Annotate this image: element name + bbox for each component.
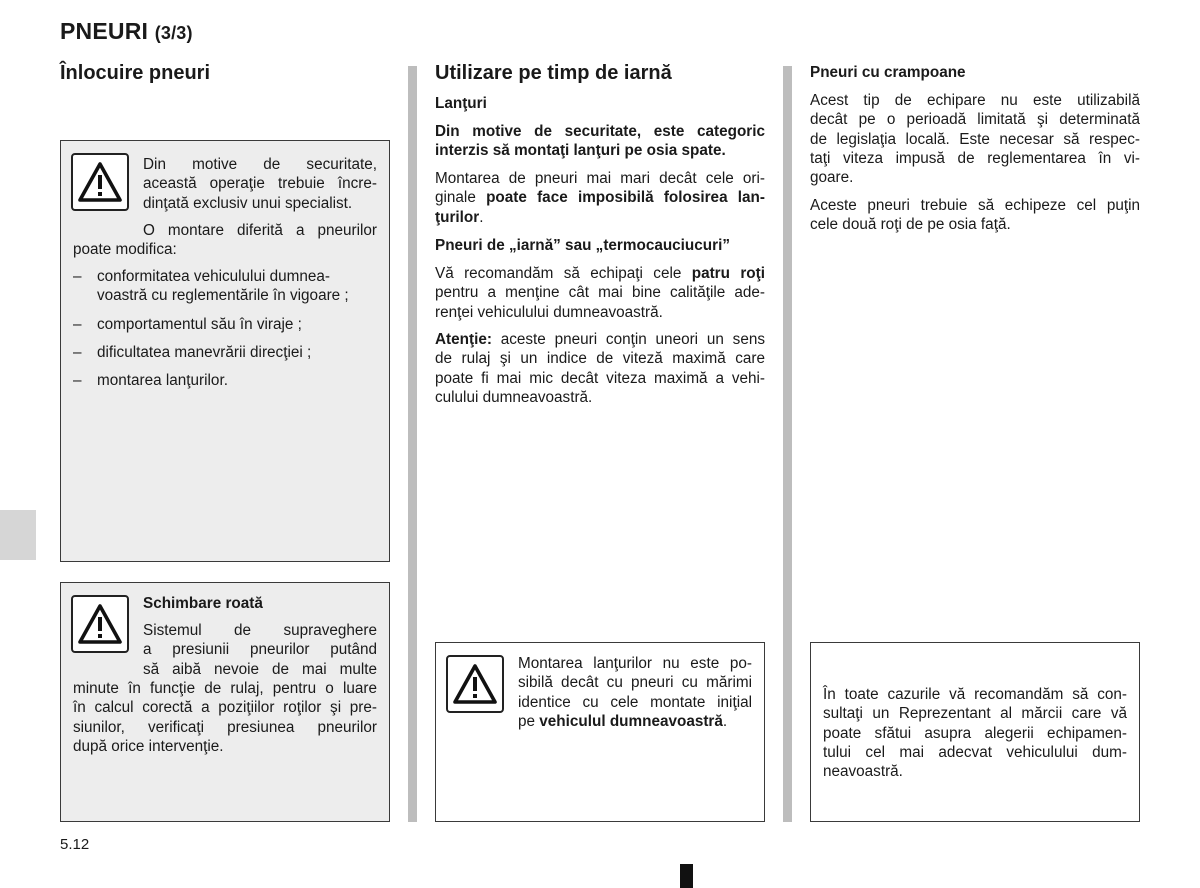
warning-text-line: a presiunii pneurilor putând xyxy=(143,641,377,659)
section-heading-winter-use: Utilizare pe timp de iarnă xyxy=(435,62,672,84)
list-item: – comportamentul său în viraje ; xyxy=(73,315,375,334)
warning-text-line: după orice intervenţie. xyxy=(73,737,224,755)
consequences-list xyxy=(73,267,375,399)
studded-tyres-paragraph: Acest tip de echipare nu este utilizabilă decât pe o perioadă limitată şi determinată de legislaţia locală. Este necesar să respec- taţi viteza impusă de reglementarea în vi- goare. xyxy=(810,92,1140,187)
list-item: – dificultatea manevrării direcţiei ; xyxy=(73,343,375,362)
warning-text-line: dinţată exclusiv unui specialist. xyxy=(143,194,353,212)
warning-text-line: în calcul corectă a poziţiilor roţilor şi pre- xyxy=(73,699,377,717)
list-item: – montarea lanţurilor. xyxy=(73,371,375,390)
subheading-winter-tyres: Pneuri de „iarnă” sau „termocauciucuri” xyxy=(435,237,730,254)
recommendation-text-line: În toate cazurile vă recomandăm să con- xyxy=(823,686,1127,703)
recommendation-text-line: neavoastră. xyxy=(823,763,903,781)
larger-tyres-paragraph: Montarea de pneuri mai mari decât cele ori- ginale poate face imposibilă folosirea lan- ţurilor. xyxy=(435,170,766,226)
warning-text-line: pe vehiculul dumneavoastră. xyxy=(518,712,728,730)
warning-box-chains xyxy=(435,642,765,822)
warning-triangle-icon xyxy=(71,595,129,653)
recommendation-text-line: sultaţi un Reprezentant al mărcii care vă xyxy=(823,705,1127,723)
warning-text-line: poate modifica: xyxy=(73,241,177,259)
crop-mark xyxy=(680,864,693,888)
recommendation-box xyxy=(810,642,1140,822)
warning-text-line: Montarea lanţurilor nu este po- xyxy=(518,655,752,672)
recommendation-text-line: tului cel mai adecvat vehiculului dum- xyxy=(823,743,1127,761)
warning-title: Schimbare roată xyxy=(143,595,263,612)
column-divider-right xyxy=(783,66,792,822)
subheading-chains: Lanţuri xyxy=(435,95,487,112)
warning-triangle-icon xyxy=(446,655,504,713)
warning-text-line: să aibă nevoie de mai multe xyxy=(143,660,377,678)
page-title: PNEURI (3/3) xyxy=(60,18,193,44)
warning-text-line: Din motive de securitate, xyxy=(143,156,377,173)
warning-triangle-icon xyxy=(71,153,129,211)
warning-text-line: sibilă decât cu pneuri cu mărimi xyxy=(518,674,752,692)
recommendation-text-line: poate sfătui asupra alegerii echipamen- xyxy=(823,724,1127,742)
column-divider-left xyxy=(408,66,417,822)
page-title-sub: (3/3) xyxy=(154,23,193,43)
chapter-tab xyxy=(0,510,36,560)
front-axle-paragraph: Aceste pneuri trebuie să echipeze cel puţin cele două roţi de pe osia faţă. xyxy=(810,197,1140,234)
warning-text-line: identice cu cele montate iniţial xyxy=(518,693,752,711)
attention-paragraph: Atenţie: aceste pneuri conţin uneori un sens de rulaj şi un indice de viteză maximă care poate fi mai mic decât viteza maximă a vehi- culului dumneavoastră. xyxy=(435,331,765,406)
chains-warning-paragraph: Din motive de securitate, este categoric interzis să montaţi lanţuri pe osia spate. xyxy=(435,123,765,160)
page-number: 5.12 xyxy=(60,836,90,853)
warning-text-line: această operaţie trebuie încre- xyxy=(143,175,377,193)
warning-text-line: minute în funcţie de rulaj, pentru o luare xyxy=(73,680,377,697)
warning-text-line: siunilor, verificaţi presiunea pneurilor xyxy=(73,718,377,736)
warning-box-replacement xyxy=(60,140,390,562)
warning-box-wheel-change xyxy=(60,582,390,822)
warning-text-line: O montare diferită a pneurilor xyxy=(143,222,377,239)
four-wheels-paragraph: Vă recomandăm să echipaţi cele patru roţi pentru a menţine cât mai bine calităţile ade- renţei vehiculului dumneavoastră. xyxy=(435,265,765,321)
warning-text-line: Sistemul de supraveghere xyxy=(143,622,377,639)
section-heading-tyre-replacement: Înlocuire pneuri xyxy=(60,62,211,84)
subheading-studded-tyres: Pneuri cu crampoane xyxy=(810,64,966,81)
list-item: – conformitatea vehiculului dumnea- voastră cu reglementările în vigoare ; xyxy=(73,267,375,306)
